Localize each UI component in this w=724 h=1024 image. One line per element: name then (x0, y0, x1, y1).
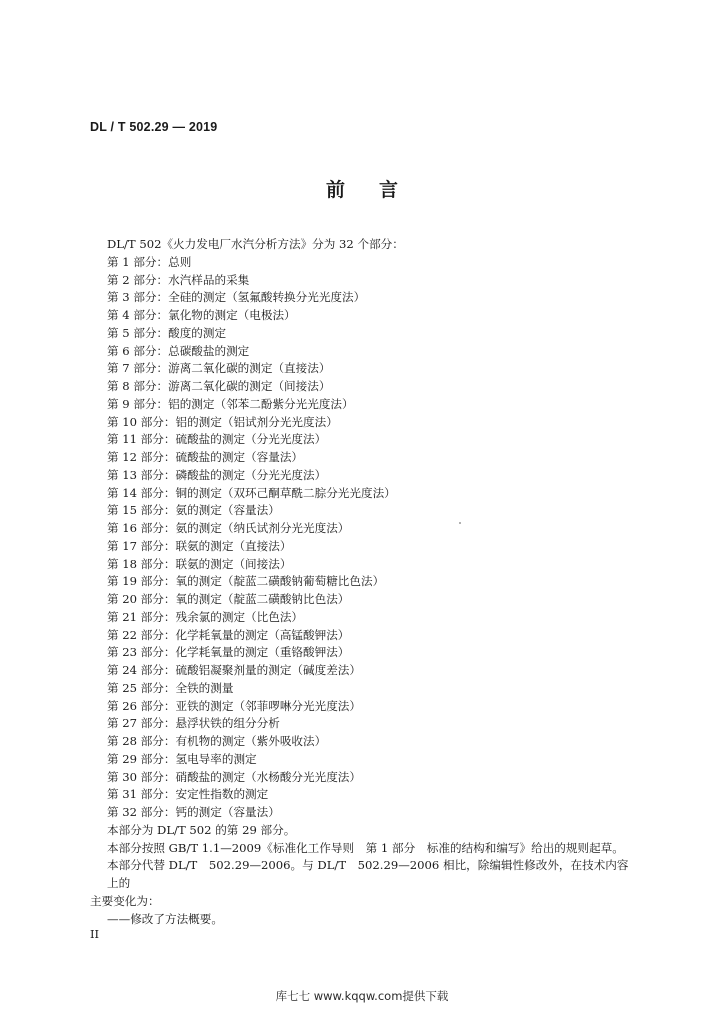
part-item: 第 24 部分：硫酸铝凝聚剂量的测定（碱度差法） (107, 663, 361, 677)
paragraph-replacement: 本部分代替 DL/T 502.29—2006。与 DL/T 502.29—2006 相比，除编辑性修改外，在技术内容上的 (107, 858, 629, 890)
part-item: 第 17 部分：联氨的测定（直接法） (107, 538, 292, 553)
content-body (90, 236, 640, 928)
part-item: 第 4 部分：氯化物的测定（电极法） (107, 308, 296, 322)
part-item: 第 14 部分：铜的测定（双环己酮草酰二腙分光光度法） (107, 485, 396, 500)
part-item: 第 16 部分：氨的测定（纳氏试剂分光光度法） (107, 521, 350, 535)
part-item: 第 21 部分：残余氯的测定（比色法） (107, 609, 304, 624)
part-item: 第 9 部分：铝的测定（邻苯二酚紫分光光度法） (107, 396, 354, 411)
parts-list (90, 254, 640, 822)
part-item: 第 23 部分：化学耗氧量的测定（重铬酸钾法） (107, 645, 350, 660)
part-item: 第 26 部分：亚铁的测定（邻菲啰啉分光光度法） (107, 698, 361, 713)
part-item: 第 19 部分：氧的测定（靛蓝二磺酸钠葡萄糖比色法） (107, 574, 385, 589)
part-item: 第 1 部分：总则 (107, 254, 192, 269)
part-item: 第 5 部分：酸度的测定 (107, 325, 227, 340)
paragraph-part-number: 本部分为 DL/T 502 的第 29 部分。 (107, 822, 296, 837)
part-item: 第 8 部分：游离二氧化碳的测定（间接法） (107, 379, 331, 393)
download-watermark: 库七七 www.kqqw.com提供下载 (275, 989, 449, 1003)
part-item: 第 25 部分：全铁的测量 (107, 680, 234, 695)
part-item: 第 6 部分：总碳酸盐的测定 (107, 343, 250, 358)
part-item: 第 28 部分：有机物的测定（紫外吸收法） (107, 734, 327, 748)
part-item: 第 32 部分：钙的测定（容量法） (107, 805, 280, 819)
part-item: 第 30 部分：硝酸盐的测定（水杨酸分光光度法） (107, 769, 361, 784)
part-item: 第 31 部分：安定性指数的测定 (107, 787, 269, 802)
part-item: 第 12 部分：硫酸盐的测定（容量法） (107, 450, 304, 464)
part-item: 第 20 部分：氧的测定（靛蓝二磺酸钠比色法） (107, 592, 350, 606)
intro-line: DL/T 502《火力发电厂水汽分析方法》分为 32 个部分： (107, 237, 404, 251)
paragraph-drafting-rules: 本部分按照 GB/T 1.1—2009《标准化工作导则 第 1 部分 标准的结构和编写》给出的规则起草。 (107, 840, 624, 855)
part-item: 第 13 部分：磷酸盐的测定（分光光度法） (107, 467, 327, 482)
part-item: 第 27 部分：悬浮状铁的组分分析 (107, 716, 280, 731)
page-number: II (90, 927, 100, 941)
part-item: 第 22 部分：化学耗氧量的测定（高锰酸钾法） (107, 627, 350, 642)
part-item: 第 7 部分：游离二氧化碳的测定（直接法） (107, 361, 331, 376)
part-item: 第 15 部分：氨的测定（容量法） (107, 503, 280, 518)
change-item: ——修改了方法概要。 (107, 911, 223, 926)
document-code: DL / T 502.29 — 2019 (90, 120, 218, 134)
part-item: 第 18 部分：联氨的测定（间接法） (107, 556, 292, 571)
scan-speck (459, 522, 461, 524)
part-item: 第 3 部分：全硅的测定（氢氟酸转换分光光度法） (107, 290, 366, 305)
part-item: 第 2 部分：水汽样品的采集 (107, 272, 250, 287)
part-item: 第 29 部分：氢电导率的测定 (107, 751, 257, 766)
paragraph-replacement-continued: 主要变化为： (90, 893, 160, 908)
part-item: 第 10 部分：铝的测定（铝试剂分光光度法） (107, 414, 338, 429)
page-title: 前言 (325, 179, 432, 201)
part-item: 第 11 部分：硫酸盐的测定（分光光度法） (107, 432, 327, 447)
